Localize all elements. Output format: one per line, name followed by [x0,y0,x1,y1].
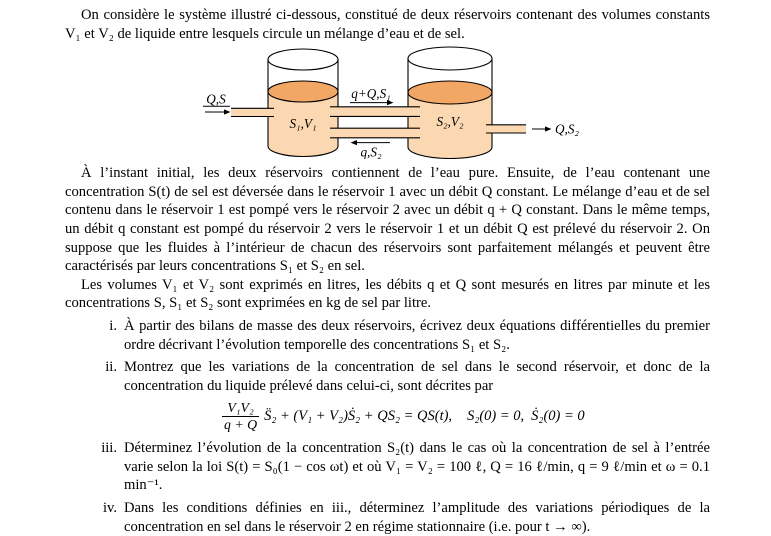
equation-initial-condition-1: S₂(0) = 0, [467,407,525,424]
top-pipe-fill [330,107,420,117]
list-item-i [65,317,710,354]
bottom-pipe-arrow-head [351,140,358,145]
top-pipe-annotation [350,86,394,105]
item-text: À partir des bilans de masse des deux réservoirs, écrivez deux équations différentielles du premier ordre décrivant l’évolution temporelle des concentrations S₁ et S₂. [124,317,710,353]
tank2-label: S₂,V₂ [436,114,464,130]
paragraph-description: À l’instant initial, les deux réservoirs contiennent de l’eau pure. Ensuite, de l’eau contenant une concentration S(t) de sel est déversée dans le réservoir 1 avec un débit Q constant. Le mélange d’eau et de sel contenu dans le réservoir 1 est pompé vers le réservoir 2 avec un débit q + Q constant. Dans le même temps, un débit q constant est pompé du réservoir 2 vers le réservoir 1 et un débit Q est prélevé du réservoir 2. On suppose que les fluides à l’intérieur de chacun des réservoirs sont parfaitement mélangés et peuvent être caractérisés par leurs concentrations S₁ et S₂ en sel. [65,165,710,275]
inflow-pipe-fill [231,108,274,116]
tank2-open-top [408,47,492,70]
top-pipe-label: q+Q,S₁ [351,86,391,102]
tank1-liquid-surface [268,81,338,102]
list-item-ii [65,358,710,395]
bottom-pipe [330,128,420,138]
outflow-pipe-fill [486,125,526,133]
fraction-numerator: V₁V₂ [227,400,254,416]
paragraph-units: Les volumes V₁ et V₂ sont exprimés en litres, les débits q et Q sont mesurés en litres par minute et les concentrations S, S₁ et S₂ sont exprimées en kg de sel par litre. [65,276,710,312]
fraction-denominator: q + Q [224,416,258,432]
top-pipe [330,107,420,117]
item-marker: i. [109,317,117,334]
inflow-annotation [203,92,231,115]
tank1-label: S₁,V₁ [289,116,317,132]
two-tank-system-figure [195,45,595,159]
tank1-open-top [268,49,338,70]
inflow-pipe [231,108,274,116]
differential-equation [222,400,710,432]
outflow-arrow-head [545,127,552,132]
item-text: Déterminez l’évolution de la concentration S₂(t) dans le cas où la concentration de sel à l’entrée varie selon la loi S(t) = S₀(1 − cos ωt) et où V₁ = V₂ = 100 ℓ, Q = 16 ℓ/min, q = 9 ℓ/min et ω = 0.1 min⁻¹. [124,440,710,494]
tank2-liquid-surface [408,81,492,104]
tank-2 [408,47,492,159]
inflow-label: Q,S [206,91,226,107]
bottom-pipe-fill [330,128,420,138]
item-marker: ii. [105,359,117,376]
item-text: Dans les conditions définies en iii., déterminez l’amplitude des variations périodiques de la concentration en sel dans le réservoir 2 en régime stationnaire (i.e. pour t → ∞). [124,499,710,535]
item-text: Montrez que les variations de la concentration de sel dans le second réservoir, et donc de la concentration du liquide prélevé dans celui-ci, sont décrites par [124,359,710,394]
equation-fraction [222,400,259,432]
outflow-label: Q,S₂ [555,121,579,137]
bottom-pipe-label: q,S₂ [360,144,382,160]
inflow-arrow-head [224,110,231,115]
paragraph-intro: On considère le système illustré ci-dessous, constitué de deux réservoirs contenant des volumes constants V₁ et V₂ de liquide entre lesquels circule un mélange d’eau et de sel. [65,7,710,42]
equation-initial-condition-2: Ṡ₂(0) = 0 [531,407,585,424]
item-marker: iv. [102,499,117,516]
outflow-pipe [486,125,526,133]
two-tank-diagram [65,45,710,159]
outflow-annotation [532,122,579,137]
equation-body: S̈₂ + (V₁ + V₂)Ṡ₂ + QS₂ = QS(t), [264,407,453,424]
tank-1 [268,49,338,156]
list-item-iv [65,499,710,536]
item-marker: iii. [101,440,117,457]
question-list [65,317,710,536]
list-item-iii [65,439,710,495]
bottom-pipe-annotation [351,140,391,159]
